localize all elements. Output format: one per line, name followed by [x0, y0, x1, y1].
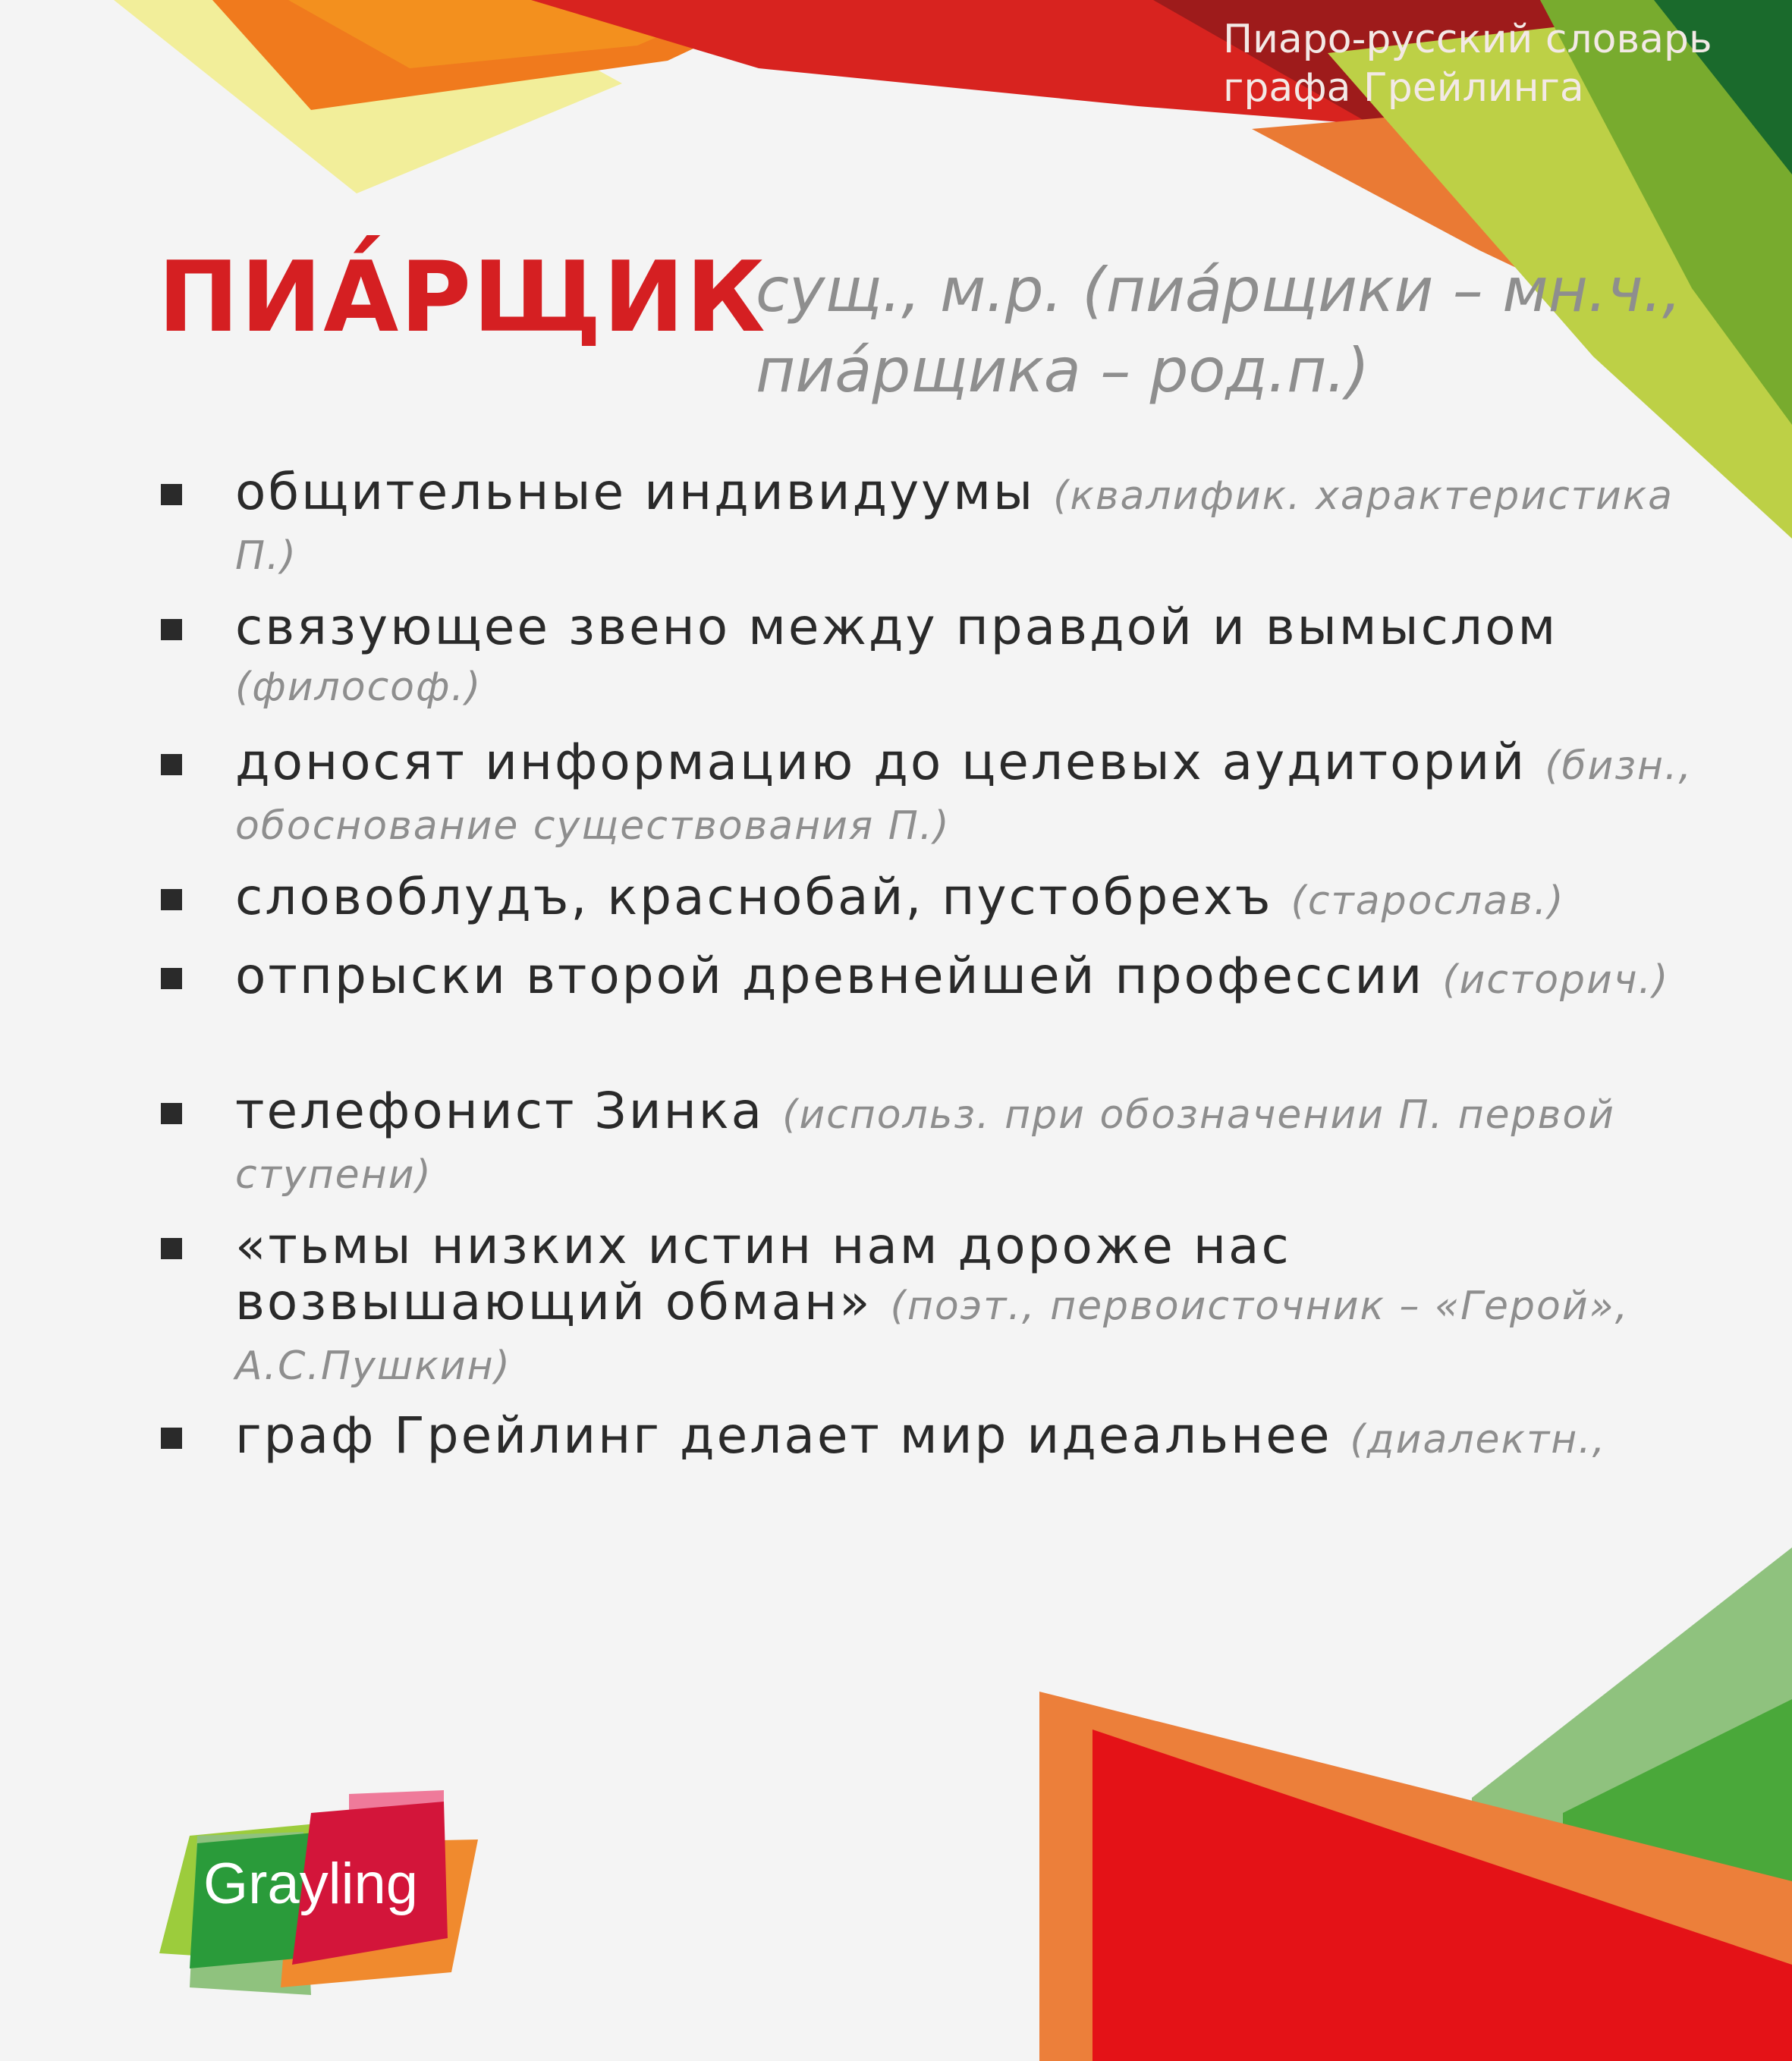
bullet-square: [161, 754, 182, 775]
sense-line: [235, 734, 1715, 854]
list-item: [235, 464, 1715, 584]
sense-text: словоблудъ, краснобай, пустобрехъ: [235, 868, 1273, 926]
list-item: [235, 599, 1715, 715]
sense-line: [235, 1083, 1715, 1203]
grammar-info: [756, 250, 1742, 411]
sense-note: (старослав.): [1291, 878, 1565, 924]
dictionary-title: [1223, 15, 1712, 112]
sense-text: связующее звено между правдой и вымыслом: [235, 598, 1558, 656]
sense-text: отпрыски второй древнейшей профессии: [235, 947, 1425, 1005]
grammar-line2: пиа́рщика – род.п.): [756, 335, 1370, 406]
list-item: [235, 1218, 1715, 1394]
list-item: [235, 948, 1715, 1008]
dictionary-title-line2: графа Грейлинга: [1223, 65, 1584, 111]
list-item: [235, 734, 1715, 854]
bullet-square: [161, 1428, 182, 1449]
list-item: [235, 869, 1715, 929]
sense-line: [235, 599, 1715, 715]
sense-note: (квалифик. характеристика П.): [235, 473, 1674, 579]
sense-note: (поэт., первоисточник – «Герой», А.С.Пушкин): [235, 1283, 1630, 1389]
bullet-square: [161, 968, 182, 989]
sense-note: (использ. при обозначении П. первой ступени): [235, 1092, 1615, 1198]
list-item: [235, 1083, 1715, 1203]
sense-note: (историч.): [1442, 957, 1670, 1003]
bullet-square: [161, 484, 182, 505]
sense-note: (философ.): [235, 664, 483, 710]
sense-text: телефонист Зинка: [235, 1082, 765, 1140]
sense-note: (диалектн.,: [1350, 1417, 1607, 1462]
bullet-square: [161, 619, 182, 640]
sense-line: [235, 869, 1715, 929]
sense-text: доносят информацию до целевых аудиторий: [235, 733, 1527, 791]
headword: ПИА́РЩИК: [158, 241, 767, 354]
sense-line: [235, 464, 1715, 584]
sense-text: «тьмы низких истин нам дороже нас возвышающий обман»: [235, 1217, 1291, 1331]
dictionary-title-line1: Пиаро-русский словарь: [1223, 17, 1712, 62]
sense-line: [235, 1218, 1715, 1394]
grayling-logo-text: Grayling: [203, 1852, 418, 1916]
sense-text: общительные индивидуумы: [235, 463, 1036, 521]
list-item: [235, 1408, 1715, 1468]
bullet-square: [161, 1103, 182, 1124]
sense-line: [235, 1408, 1715, 1468]
bullet-square: [161, 889, 182, 910]
sense-note: (бизн., обоснование существования П.): [235, 743, 1693, 849]
grammar-line1: сущ., м.р. (пиа́рщики – мн.ч.,: [756, 255, 1682, 325]
sense-text: граф Грейлинг делает мир идеальнее: [235, 1406, 1332, 1465]
bullet-square: [161, 1238, 182, 1259]
sense-line: [235, 948, 1715, 1008]
